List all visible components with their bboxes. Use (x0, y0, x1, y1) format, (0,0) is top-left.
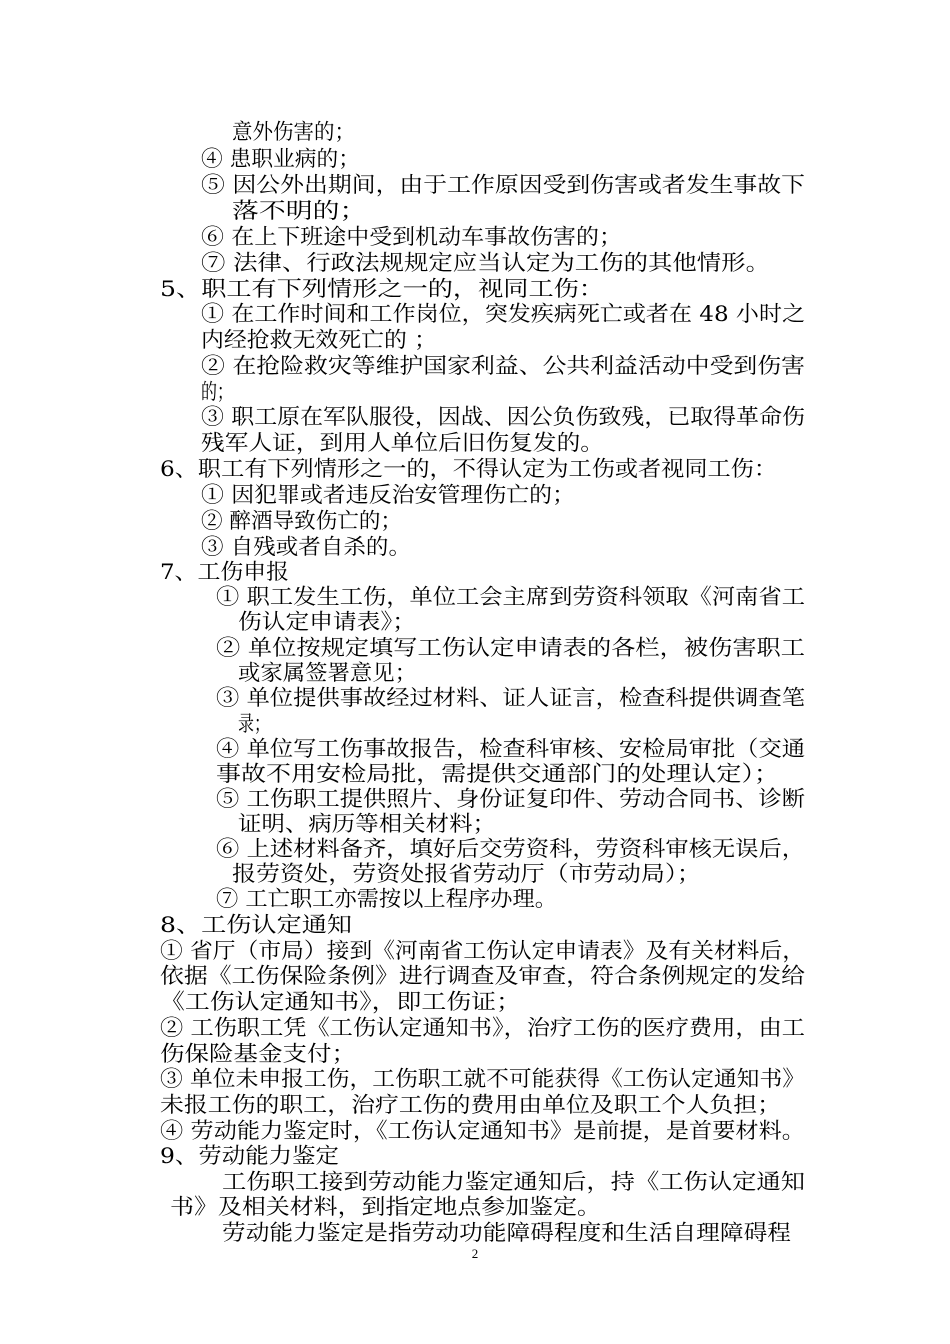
text-line: 依据《工伤保险条例》进行调查及审查，符合条例规定的发给 (160, 964, 806, 989)
text-line: 5、职工有下列情形之一的，视同工伤： (160, 277, 604, 302)
text-line: 7、工伤申报 (160, 560, 290, 585)
page-number: 2 (471, 1246, 479, 1261)
text-line: 劳动能力鉴定是指劳动功能障碍程度和生活自理障碍程 (222, 1221, 792, 1246)
text-line: ③ 单位提供事故经过材料、证人证言，检查科提供调查笔 (216, 686, 805, 711)
text-line: 伤保险基金支付； (160, 1042, 356, 1067)
text-line: ② 工伤职工凭《工伤认定通知书》，治疗工伤的医疗费用，由工 (160, 1016, 805, 1041)
text-line: 残军人证，到用人单位后旧伤复发的。 (201, 431, 605, 456)
text-line: 报劳资处，劳资处报省劳动厅（市劳动局）； (232, 862, 701, 887)
text-line: ① 职工发生工伤，单位工会主席到劳资科领取《河南省工 (216, 585, 805, 610)
text-line: 8、工伤认定通知 (160, 913, 353, 938)
text-line: ③ 自残或者自杀的。 (201, 535, 412, 560)
text-line: 内经抢救无效死亡的 ； (201, 328, 437, 353)
text-line: ② 醉酒导致伤亡的； (201, 509, 403, 534)
text-line: ④ 单位写工伤事故报告，检查科审核、安检局审批（交通 (216, 737, 805, 762)
text-line: 未报工伤的职工，治疗工伤的费用由单位及职工个人负担； (160, 1093, 782, 1118)
text-line: ① 省厅（市局）接到《河南省工伤认定申请表》及有关材料后， (160, 939, 806, 964)
text-line: 9、劳动能力鉴定 (160, 1144, 339, 1169)
text-line: 工伤职工接到劳动能力鉴定通知后，持《工伤认定通知 (222, 1170, 805, 1195)
text-line: ④ 劳动能力鉴定时，《工伤认定通知书》是前提，是首要材料。 (160, 1119, 805, 1144)
text-line: ⑤ 工伤职工提供照片、身份证复印件、劳动合同书、诊断 (216, 787, 805, 812)
text-line: ② 单位按规定填写工伤认定申请表的各栏，被伤害职工 (216, 636, 805, 661)
text-line: ① 在工作时间和工作岗位，突发疾病死亡或者在 48 小时之 (201, 302, 806, 327)
text-line: 的； (201, 380, 233, 405)
text-line: ① 因犯罪或者违反治安管理伤亡的； (201, 483, 575, 508)
text-line: 或家属签署意见； (238, 661, 417, 686)
text-line: ③ 单位未申报工伤，工伤职工就不可能获得《工伤认定通知书》 (160, 1067, 806, 1092)
text-line: ⑦ 工亡职工亦需按以上程序办理。 (216, 887, 558, 912)
text-line: 证明、病历等相关材料； (238, 812, 496, 837)
text-line: ⑥ 在上下班途中受到机动车事故伤害的； (201, 225, 623, 250)
text-line: 《工伤认定通知书》，即工伤证； (160, 990, 521, 1015)
text-line: ③ 职工原在军队服役，因战、因公负伤致残，已取得革命伤 (201, 405, 805, 430)
text-line: 书》及相关材料，到指定地点参加鉴定。 (170, 1195, 602, 1220)
text-line: ⑥ 上述材料备齐，填好后交劳资科，劳资科审核无误后， (216, 837, 805, 862)
text-line: 录； (238, 712, 270, 737)
text-line: 伤认定申请表》； (238, 610, 417, 635)
text-line: ⑦ 法律、行政法规规定应当认定为工伤的其他情形。 (201, 251, 770, 276)
text-line: 意外伤害的； (232, 120, 356, 145)
text-line: 6、职工有下列情形之一的，不得认定为工伤或者视同工伤： (160, 457, 778, 482)
text-line: ④ 患职业病的； (201, 147, 360, 172)
text-line: ② 在抢险救灾等维护国家利益、公共利益活动中受到伤害 (201, 354, 806, 379)
text-line: 落不明的； (232, 199, 367, 224)
text-line: ⑤ 因公外出期间，由于工作原因受到伤害或者发生事故下 (201, 173, 806, 198)
text-line: 事故不用安检局批，需提供交通部门的处理认定）； (216, 762, 780, 787)
